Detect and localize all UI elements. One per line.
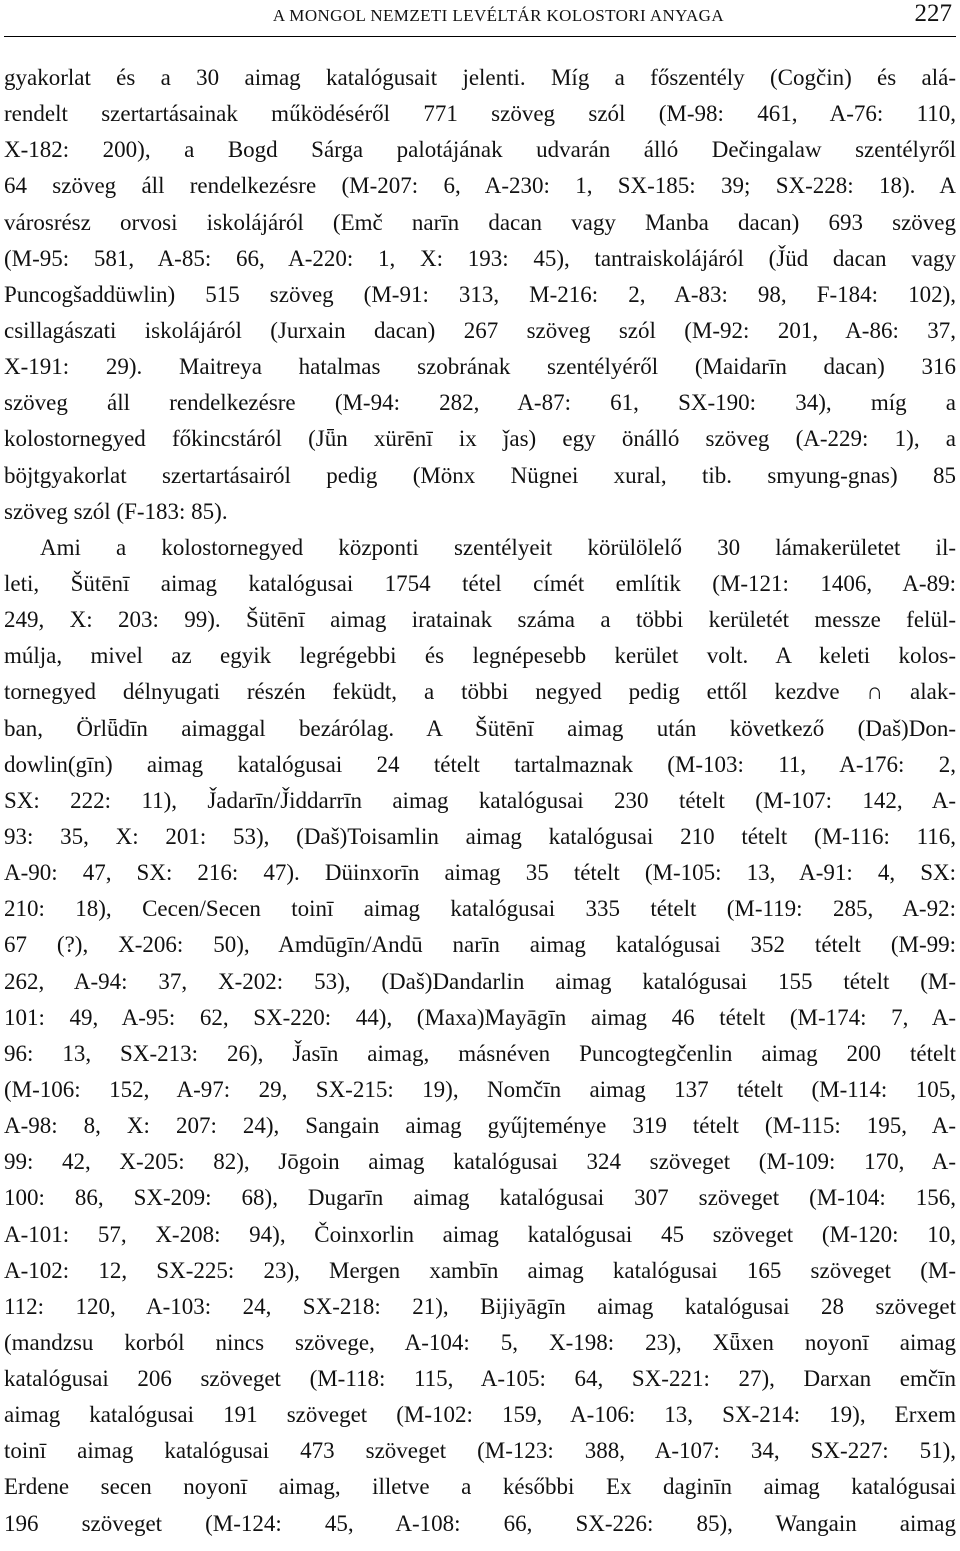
text-line: toinī aimag katalógusai 473 szöveget (M-123: 388, A-107: 34, SX-227: 51),	[4, 1438, 956, 1464]
text-line: X-191: 29). Maitreya hatalmas szobrának szentélyéről (Maidarīn dacan) 316	[4, 354, 956, 380]
text-line: gyakorlat és a 30 aimag katalógusait jelenti. Míg a főszentély (Cogčin) és alá-	[4, 65, 956, 90]
text-line: 196 szöveget (M-124: 45, A-108: 66, SX-226: 85), Wangain aimag	[4, 1510, 956, 1536]
text-line: kolostornegyed főkincstáról (Jǖn xürēnī ix ǰas) egy önálló szöveg (A-229: 1), a	[4, 426, 956, 452]
text-line: szöveg szól (F-183: 85).	[4, 498, 228, 524]
running-title: A MONGOL NEMZETI LEVÉLTÁR KOLOSTORI ANYAGA	[272, 6, 724, 25]
text-line: 100: 86, SX-209: 68), Dugarīn aimag katalógusai 307 szöveget (M-104: 156,	[4, 1185, 956, 1211]
text-line: A-101: 57, X-208: 94), Čoinxorlin aimag katalógusai 45 szöveget (M-120: 10,	[4, 1221, 956, 1247]
text-line: 262, A-94: 37, X-202: 53), (Daš)Dandarlin aimag katalógusai 155 tételt (M-	[4, 968, 956, 994]
text-line: Erdene secen noyonī aimag, illetve a későbbi Ex daginīn aimag katalógusai	[4, 1474, 956, 1500]
body-text	[4, 60, 956, 1542]
text-line: 64 szöveg áll rendelkezésre (M-207: 6, A-230: 1, SX-185: 39; SX-228: 18). A	[4, 173, 956, 199]
text-line: A-98: 8, X: 207: 24), Sangain aimag gyűjteménye 319 tételt (M-115: 195, A-	[4, 1113, 956, 1139]
text-line: csillagászati iskolájáról (Jurxain dacan) 267 szöveg szól (M-92: 201, A-86: 37,	[4, 317, 956, 343]
text-line: A-102: 12, SX-225: 23), Mergen xambīn aimag katalógusai 165 szöveget (M-	[4, 1257, 956, 1283]
text-line: dowlin(gīn) aimag katalógusai 24 tételt tartalmaznak (M-103: 11, A-176: 2,	[4, 751, 956, 777]
page-header	[4, 0, 956, 37]
text-line: városrész orvosi iskolájáról (Emč narīn dacan vagy Manba dacan) 693 szöveg	[4, 209, 956, 235]
text-line: rendelt szertartásainak működéséről 771 szöveg szól (M-98: 461, A-76: 110,	[4, 101, 956, 127]
text-line: X-182: 200), a Bogd Sárga palotájának udvarán álló Dečingalaw szentélyről	[4, 137, 956, 163]
text-line: Ami a kolostornegyed központi szentélyeit körülölelő 30 lámakerületet il-	[40, 534, 956, 560]
text-line: (mandzsu korból nincs szövege, A-104: 5, X-198: 23), Xǖxen noyonī aimag	[4, 1329, 956, 1355]
text-line: 210: 18), Cecen/Secen toinī aimag katalógusai 335 tételt (M-119: 285, A-92:	[4, 896, 956, 922]
text-line: 67 (?), X-206: 50), Amdūgīn/Andū narīn aimag katalógusai 352 tételt (M-99:	[4, 932, 956, 958]
text-line: leti, Šütēnī aimag katalógusai 1754 tétel címét említik (M-121: 1406, A-89:	[4, 570, 956, 596]
text-line: tornegyed délnyugati részén feküdt, a többi negyed pedig ettől kezdve ∩ alak-	[4, 679, 956, 705]
text-line: SX: 222: 11), J̌adarīn/J̌iddarrīn aimag katalógusai 230 tételt (M-107: 142, A-	[4, 787, 956, 813]
text-line: múlja, mivel az egyik legrégebbi és legnépesebb kerület volt. A keleti kolos-	[4, 643, 956, 669]
text-line: katalógusai 206 szöveget (M-118: 115, A-105: 64, SX-221: 27), Darxan emčīn	[4, 1366, 956, 1392]
text-line: böjtgyakorlat szertartásairól pedig (Mönx Nügnei xural, tib. smyung-gnas) 85	[4, 462, 956, 488]
text-line: A-90: 47, SX: 216: 47). Düinxorīn aimag 35 tételt (M-105: 13, A-91: 4, SX:	[4, 860, 956, 886]
text-line: ban, Örlǖdīn aimaggal bezárólag. A Šütēnī aimag után következő (Daš)Don-	[4, 715, 956, 741]
text-line: aimag katalógusai 191 szöveget (M-102: 159, A-106: 13, SX-214: 19), Erxem	[4, 1402, 956, 1428]
text-line: 112: 120, A-103: 24, SX-218: 21), Bijiyāgīn aimag katalógusai 28 szöveget	[4, 1293, 956, 1319]
text-line: 96: 13, SX-213: 26), J̌asīn aimag, másnéven Puncogtegčenlin aimag 200 tételt	[4, 1040, 956, 1066]
text-line: 93: 35, X: 201: 53), (Daš)Toisamlin aimag katalógusai 210 tételt (M-116: 116,	[4, 823, 956, 849]
text-line: (M-95: 581, A-85: 66, A-220: 1, X: 193: 45), tantraiskolájáról (J̌üd dacan vagy	[4, 245, 956, 271]
text-line: Puncogšaddüwlin) 515 szöveg (M-91: 313, M-216: 2, A-83: 98, F-184: 102),	[4, 281, 956, 307]
text-line: (M-106: 152, A-97: 29, SX-215: 19), Nomčīn aimag 137 tételt (M-114: 105,	[4, 1076, 956, 1102]
text-line: 249, X: 203: 99). Šütēnī aimag iratainak száma a többi kerületét messze felül-	[4, 607, 956, 633]
text-line: 99: 42, X-205: 82), Jōgoin aimag katalógusai 324 szöveget (M-109: 170, A-	[4, 1149, 956, 1175]
text-line: szöveg áll rendelkezésre (M-94: 282, A-87: 61, SX-190: 34), míg a	[4, 390, 956, 416]
page-number: 227	[914, 0, 952, 27]
text-line: 101: 49, A-95: 62, SX-220: 44), (Maxa)Mayāgīn aimag 46 tételt (M-174: 7, A-	[4, 1004, 956, 1030]
